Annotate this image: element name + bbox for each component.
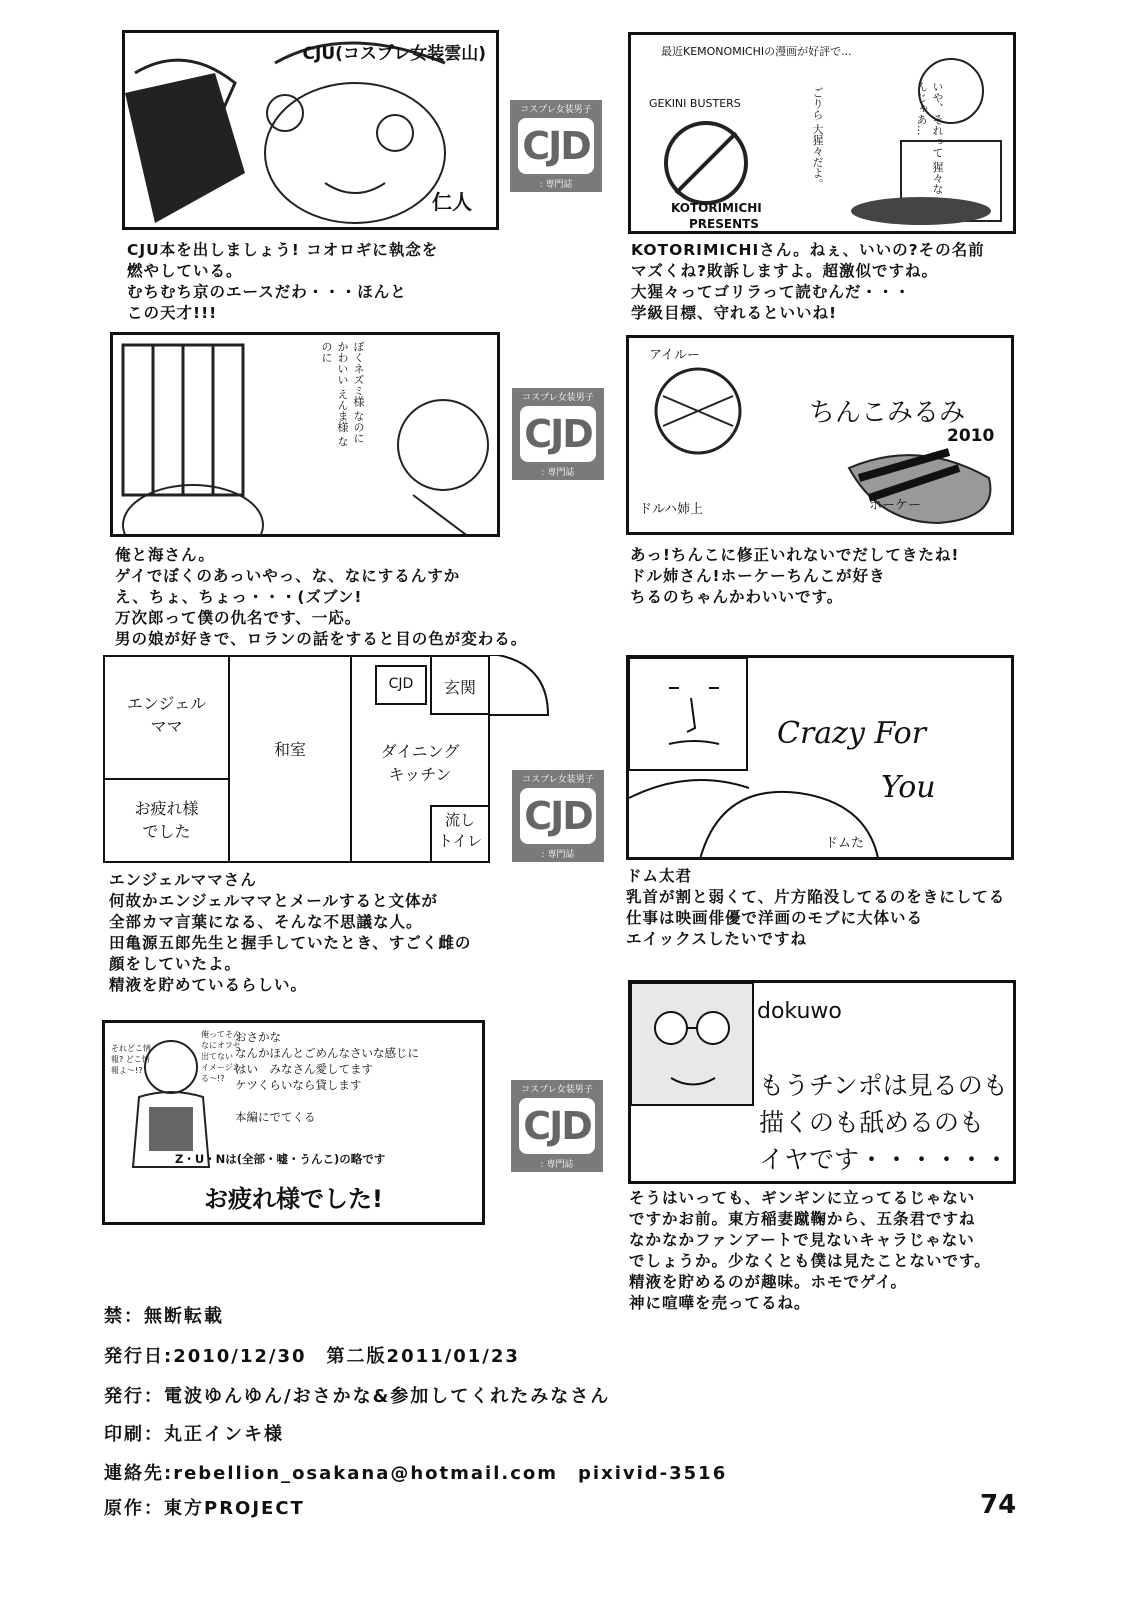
crazy-line-2: You: [881, 770, 936, 805]
caption-1: CJU本を出しましょう! コオロギに執念を 燃やしている。 むちむち京のエースだわ・・・ほんと この天才!!!: [127, 241, 439, 322]
cjd-logo: CJD: [519, 1098, 595, 1154]
caption-2: KOTORIMICHIさん。ねぇ、いいの?その名前 マズくね?敗訴しますよ。超激似ですね。 大猩々ってゴリラって読むんだ・・・ 学級目標、守れるといいね!: [631, 241, 985, 322]
no-reprint-note: 禁：無断転載: [104, 1306, 224, 1327]
doodle-label: ドルハ姉上: [639, 502, 704, 517]
drawing-title: ちんこみるみ: [809, 398, 966, 428]
signature: ドムた: [825, 836, 865, 851]
room-washitsu: 和室: [228, 655, 352, 863]
room-dining: ダイニング キッチン: [350, 655, 490, 863]
contact: 連絡先:rebellion_osakana@hotmail.com pixivid-3516: [104, 1463, 728, 1484]
caption-6: ドム太君 乳首が割と弱くて、片方陥没してるのをきにしてる 仕事は映画俳優で洋画のモブに大体いる エイックスしたいですね: [626, 867, 1006, 948]
caption-5: エンジェルママさん 何故かエンジェルママとメールすると文体が 全部カマ言葉になる、そんな不思議な人。 田亀源五郎先生と握手していたとき、すごく雌の 顔をしていたよ。 精液を貯めているらしい。: [109, 871, 472, 994]
zun-note: Z・U・Nは(全部・嘘・うんこ)の略です: [175, 1152, 386, 1166]
cjd-logo: CJD: [518, 118, 594, 174]
room-angel-mama: エンジェル ママ: [103, 655, 230, 780]
face-with-glasses: [631, 983, 756, 1108]
panel-cju: [122, 30, 499, 230]
dokuwo-text: もうチンポは見るのも 描くのも舐めるのも イヤです・・・・・・: [759, 1071, 1010, 1174]
logo-bottom-1: KOTORIMICHI: [671, 201, 762, 215]
cat-label: アイルー: [649, 348, 700, 363]
osakana-text: おさかな なんかほんとごめんなさいな感じに はい みなさん愛してます ケツくらいなら貸します 本編にでてくる: [235, 1030, 419, 1124]
publish-date: 発行日:2010/12/30 第二版2011/01/23: [104, 1346, 520, 1367]
cjd-stamp-1: コスプレ女装男子 CJD : 専門誌: [510, 100, 602, 192]
drawing-year: 2010: [947, 426, 995, 446]
room-genkan: 玄関: [430, 655, 490, 715]
original-work: 原作：東方PROJECT: [104, 1498, 305, 1519]
speech-bubble-2: いや、それって 猩々なんじゃあ...: [915, 81, 944, 195]
signature: 仁人: [432, 190, 472, 214]
cjd-stamp-3: コスプレ女装男子 CJD : 専門誌: [512, 770, 604, 862]
panel-chinko-mirumi: [626, 335, 1014, 535]
cjd-logo: CJD: [520, 406, 596, 462]
dokuwo-name: dokuwo: [757, 999, 842, 1024]
panel-header: 最近KEMONOMICHIの漫画が好評で...: [661, 45, 852, 58]
page-number: 74: [980, 1490, 1017, 1520]
logo-top: GEKINI BUSTERS: [649, 97, 741, 110]
cat-doodle: [643, 356, 753, 466]
cjd-stamp-4: コスプレ女装男子 CJD : 専門誌: [511, 1080, 603, 1172]
doodle-label: ホーケー: [869, 498, 922, 513]
room-cjd: CJD: [375, 665, 427, 705]
panel-ore-to-umi: [110, 332, 500, 537]
logo-bottom-2: PRESENTS: [689, 217, 759, 231]
panel-osakana: [102, 1020, 485, 1225]
ghostbusters-logo: [651, 113, 771, 213]
printer: 印刷：丸正インキ様: [104, 1424, 284, 1445]
floor-plan: [103, 655, 553, 863]
panel-crazy-for-you: [626, 655, 1014, 860]
cjd-stamp-2: コスプレ女装男子 CJD : 専門誌: [512, 388, 604, 480]
side-comment-2: 俺ってそんなにオフセ出てない イメージある～!?: [201, 1030, 241, 1083]
publisher: 発行：電波ゆんゆん/おさかな&参加してくれたみなさん: [104, 1386, 611, 1407]
room-otsukare: お疲れ様 でした: [103, 778, 230, 863]
speech-bubble-1: ごりら 大猩々だよ。: [811, 87, 824, 190]
panel-kotorimichi: [628, 32, 1016, 234]
side-comment-1: それどこ情報? どこ情報よ～!?: [111, 1044, 151, 1075]
speech-bubble: ぼくネズミ様 なのに かわいい えんま様 なのに: [320, 341, 365, 447]
panel-title: CJU(コスプレ女装雲山): [302, 44, 486, 64]
door-swing: [488, 655, 558, 717]
panel-dokuwo: [628, 980, 1016, 1184]
crazy-line-1: Crazy For: [777, 716, 927, 751]
caption-7: そうはいっても、ギンギンに立ってるじゃない ですかお前。東方稲妻蹴鞠から、五条君ですね なかなかファンアートで見ないキャラじゃない でしょうか。少なくとも僕は見たことないです。 精液を貯めるのが趣味。ホモでゲイ。 神に喧嘩を売ってるね。: [629, 1189, 991, 1312]
otsukare-title: お疲れ様でした!: [204, 1185, 383, 1213]
character-sketch: [841, 41, 1011, 231]
room-toilet: 流し トイレ: [430, 805, 490, 863]
censor-bar-doodle: [839, 438, 1009, 528]
character-sketch: [113, 335, 500, 537]
caption-4: あっ!ちんこに修正いれないでだしてきたね! ドル姉さん!ホーケーちんこが好き ちるのちゃんかわいいです。: [630, 546, 960, 606]
cjd-logo: CJD: [520, 788, 596, 844]
caption-3: 俺と海さん。 ゲイでぼくのあっいやっ、な、なにするんすか え、ちょ、ちょっ・・・(ズブン! 万次郎って僕の仇名です、一応。 男の娘が好きで、ロランの話をすると目の色が変わる。: [115, 546, 528, 648]
